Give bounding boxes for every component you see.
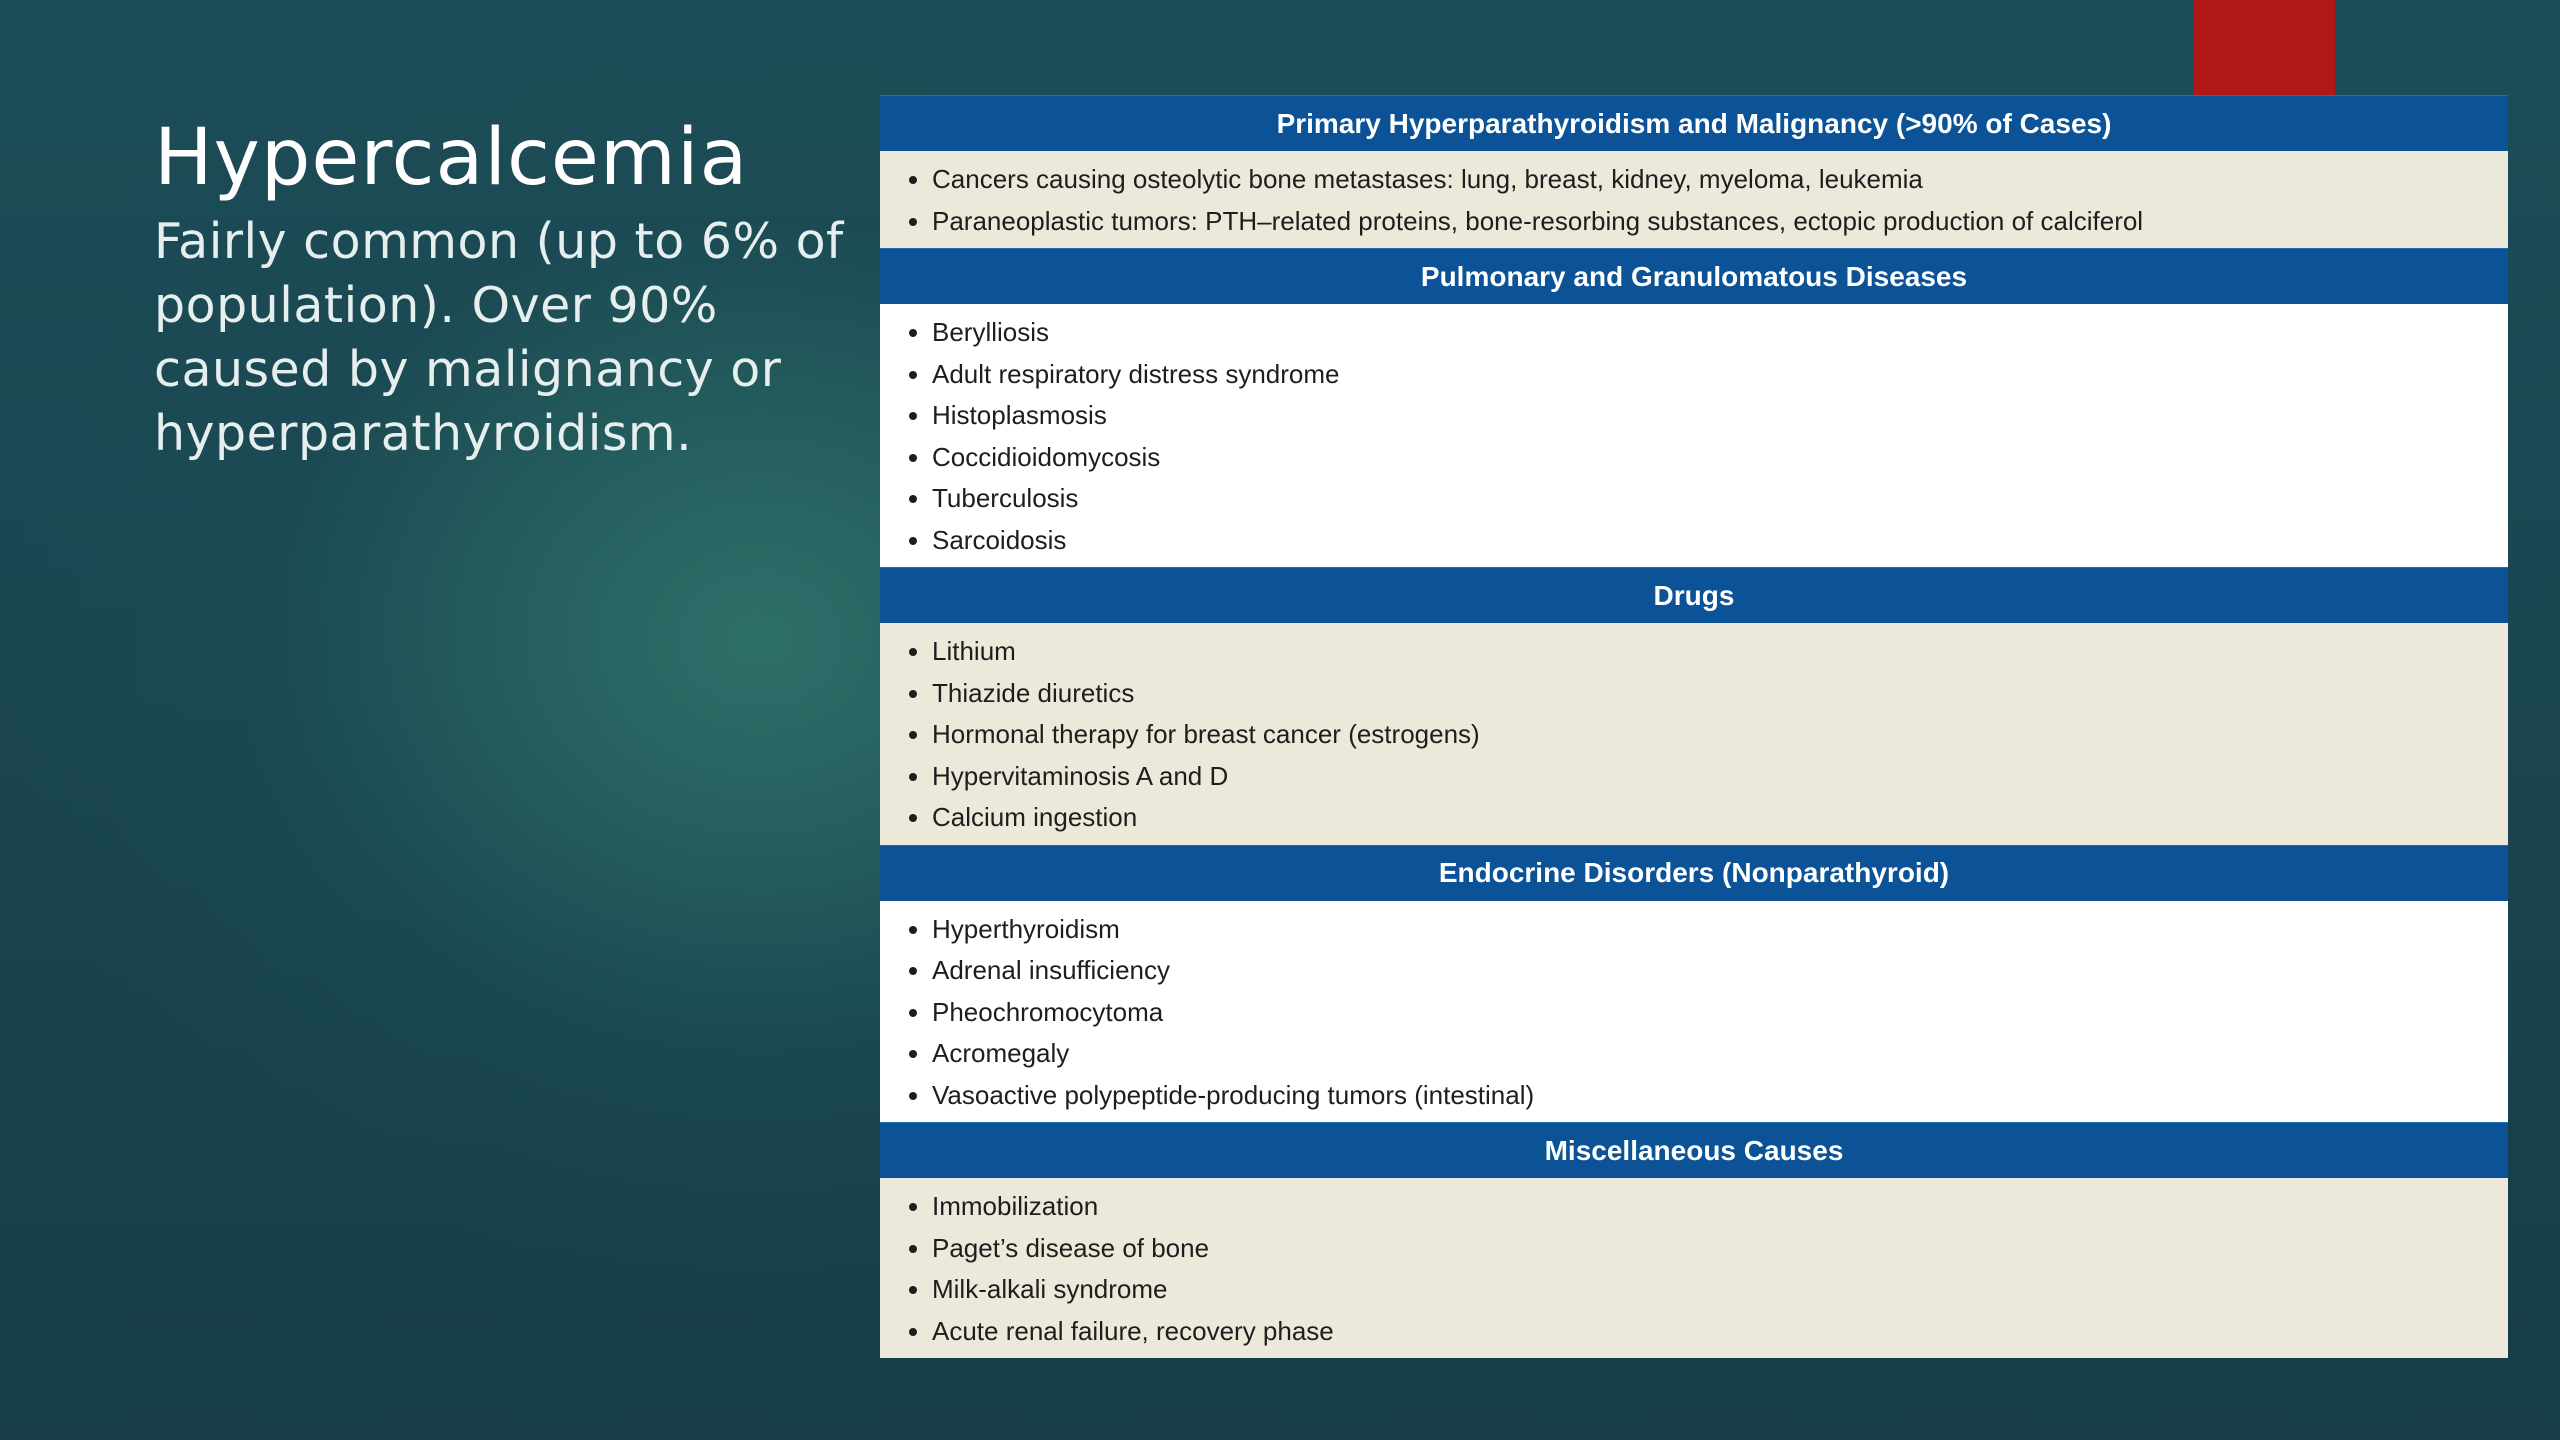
section-header-row bbox=[880, 845, 2508, 901]
list-item: • Hypervitaminosis A and D bbox=[932, 756, 2508, 798]
list-item: • Acute renal failure, recovery phase bbox=[932, 1311, 2508, 1353]
section-body-row bbox=[880, 151, 2508, 249]
section-body-row bbox=[880, 1178, 2508, 1358]
list-item: • Berylliosis bbox=[932, 312, 2508, 354]
section-header: Pulmonary and Granulomatous Diseases bbox=[880, 249, 2508, 305]
cause-list bbox=[880, 909, 2508, 1117]
cause-list bbox=[880, 1186, 2508, 1352]
list-item: • Calcium ingestion bbox=[932, 797, 2508, 839]
section-body bbox=[880, 623, 2508, 845]
list-item: • Lithium bbox=[932, 631, 2508, 673]
section-header-row bbox=[880, 1123, 2508, 1179]
accent-block bbox=[2193, 0, 2335, 95]
section-header-row bbox=[880, 568, 2508, 624]
section-header: Endocrine Disorders (Nonparathyroid) bbox=[880, 845, 2508, 901]
list-item: • Pheochromocytoma bbox=[932, 992, 2508, 1034]
causes-table-container bbox=[880, 95, 2508, 1358]
list-item: • Adrenal insufficiency bbox=[932, 950, 2508, 992]
list-item: • Hormonal therapy for breast cancer (estrogens) bbox=[932, 714, 2508, 756]
section-body bbox=[880, 901, 2508, 1123]
cause-list bbox=[880, 159, 2508, 242]
section-header-row bbox=[880, 249, 2508, 305]
section-header: Miscellaneous Causes bbox=[880, 1123, 2508, 1179]
list-item: • Thiazide diuretics bbox=[932, 673, 2508, 715]
cause-list bbox=[880, 312, 2508, 561]
list-item: • Adult respiratory distress syndrome bbox=[932, 354, 2508, 396]
section-header: Primary Hyperparathyroidism and Malignancy (>90% of Cases) bbox=[880, 96, 2508, 152]
list-item: • Paget’s disease of bone bbox=[932, 1228, 2508, 1270]
section-header: Drugs bbox=[880, 568, 2508, 624]
list-item: • Milk-alkali syndrome bbox=[932, 1269, 2508, 1311]
slide-subtitle: Fairly common (up to 6% of population). Over 90% caused by malignancy or hyperparathyroidism. bbox=[154, 213, 844, 462]
slide-title: Hypercalcemia bbox=[154, 113, 749, 203]
section-body bbox=[880, 304, 2508, 568]
section-body-row bbox=[880, 901, 2508, 1123]
section-header-row bbox=[880, 96, 2508, 152]
list-item: • Vasoactive polypeptide-producing tumors (intestinal) bbox=[932, 1075, 2508, 1117]
causes-table bbox=[880, 95, 2508, 1358]
list-item: • Tuberculosis bbox=[932, 478, 2508, 520]
list-item: • Acromegaly bbox=[932, 1033, 2508, 1075]
list-item: • Hyperthyroidism bbox=[932, 909, 2508, 951]
list-item: • Sarcoidosis bbox=[932, 520, 2508, 562]
list-item: • Coccidioidomycosis bbox=[932, 437, 2508, 479]
list-item: • Paraneoplastic tumors: PTH–related proteins, bone-resorbing substances, ectopic production of calciferol bbox=[932, 201, 2508, 243]
list-item: • Histoplasmosis bbox=[932, 395, 2508, 437]
list-item: • Cancers causing osteolytic bone metastases: lung, breast, kidney, myeloma, leukemia bbox=[932, 159, 2508, 201]
list-item: • Immobilization bbox=[932, 1186, 2508, 1228]
section-body-row bbox=[880, 304, 2508, 568]
section-body bbox=[880, 1178, 2508, 1358]
section-body-row bbox=[880, 623, 2508, 845]
cause-list bbox=[880, 631, 2508, 839]
section-body bbox=[880, 151, 2508, 249]
